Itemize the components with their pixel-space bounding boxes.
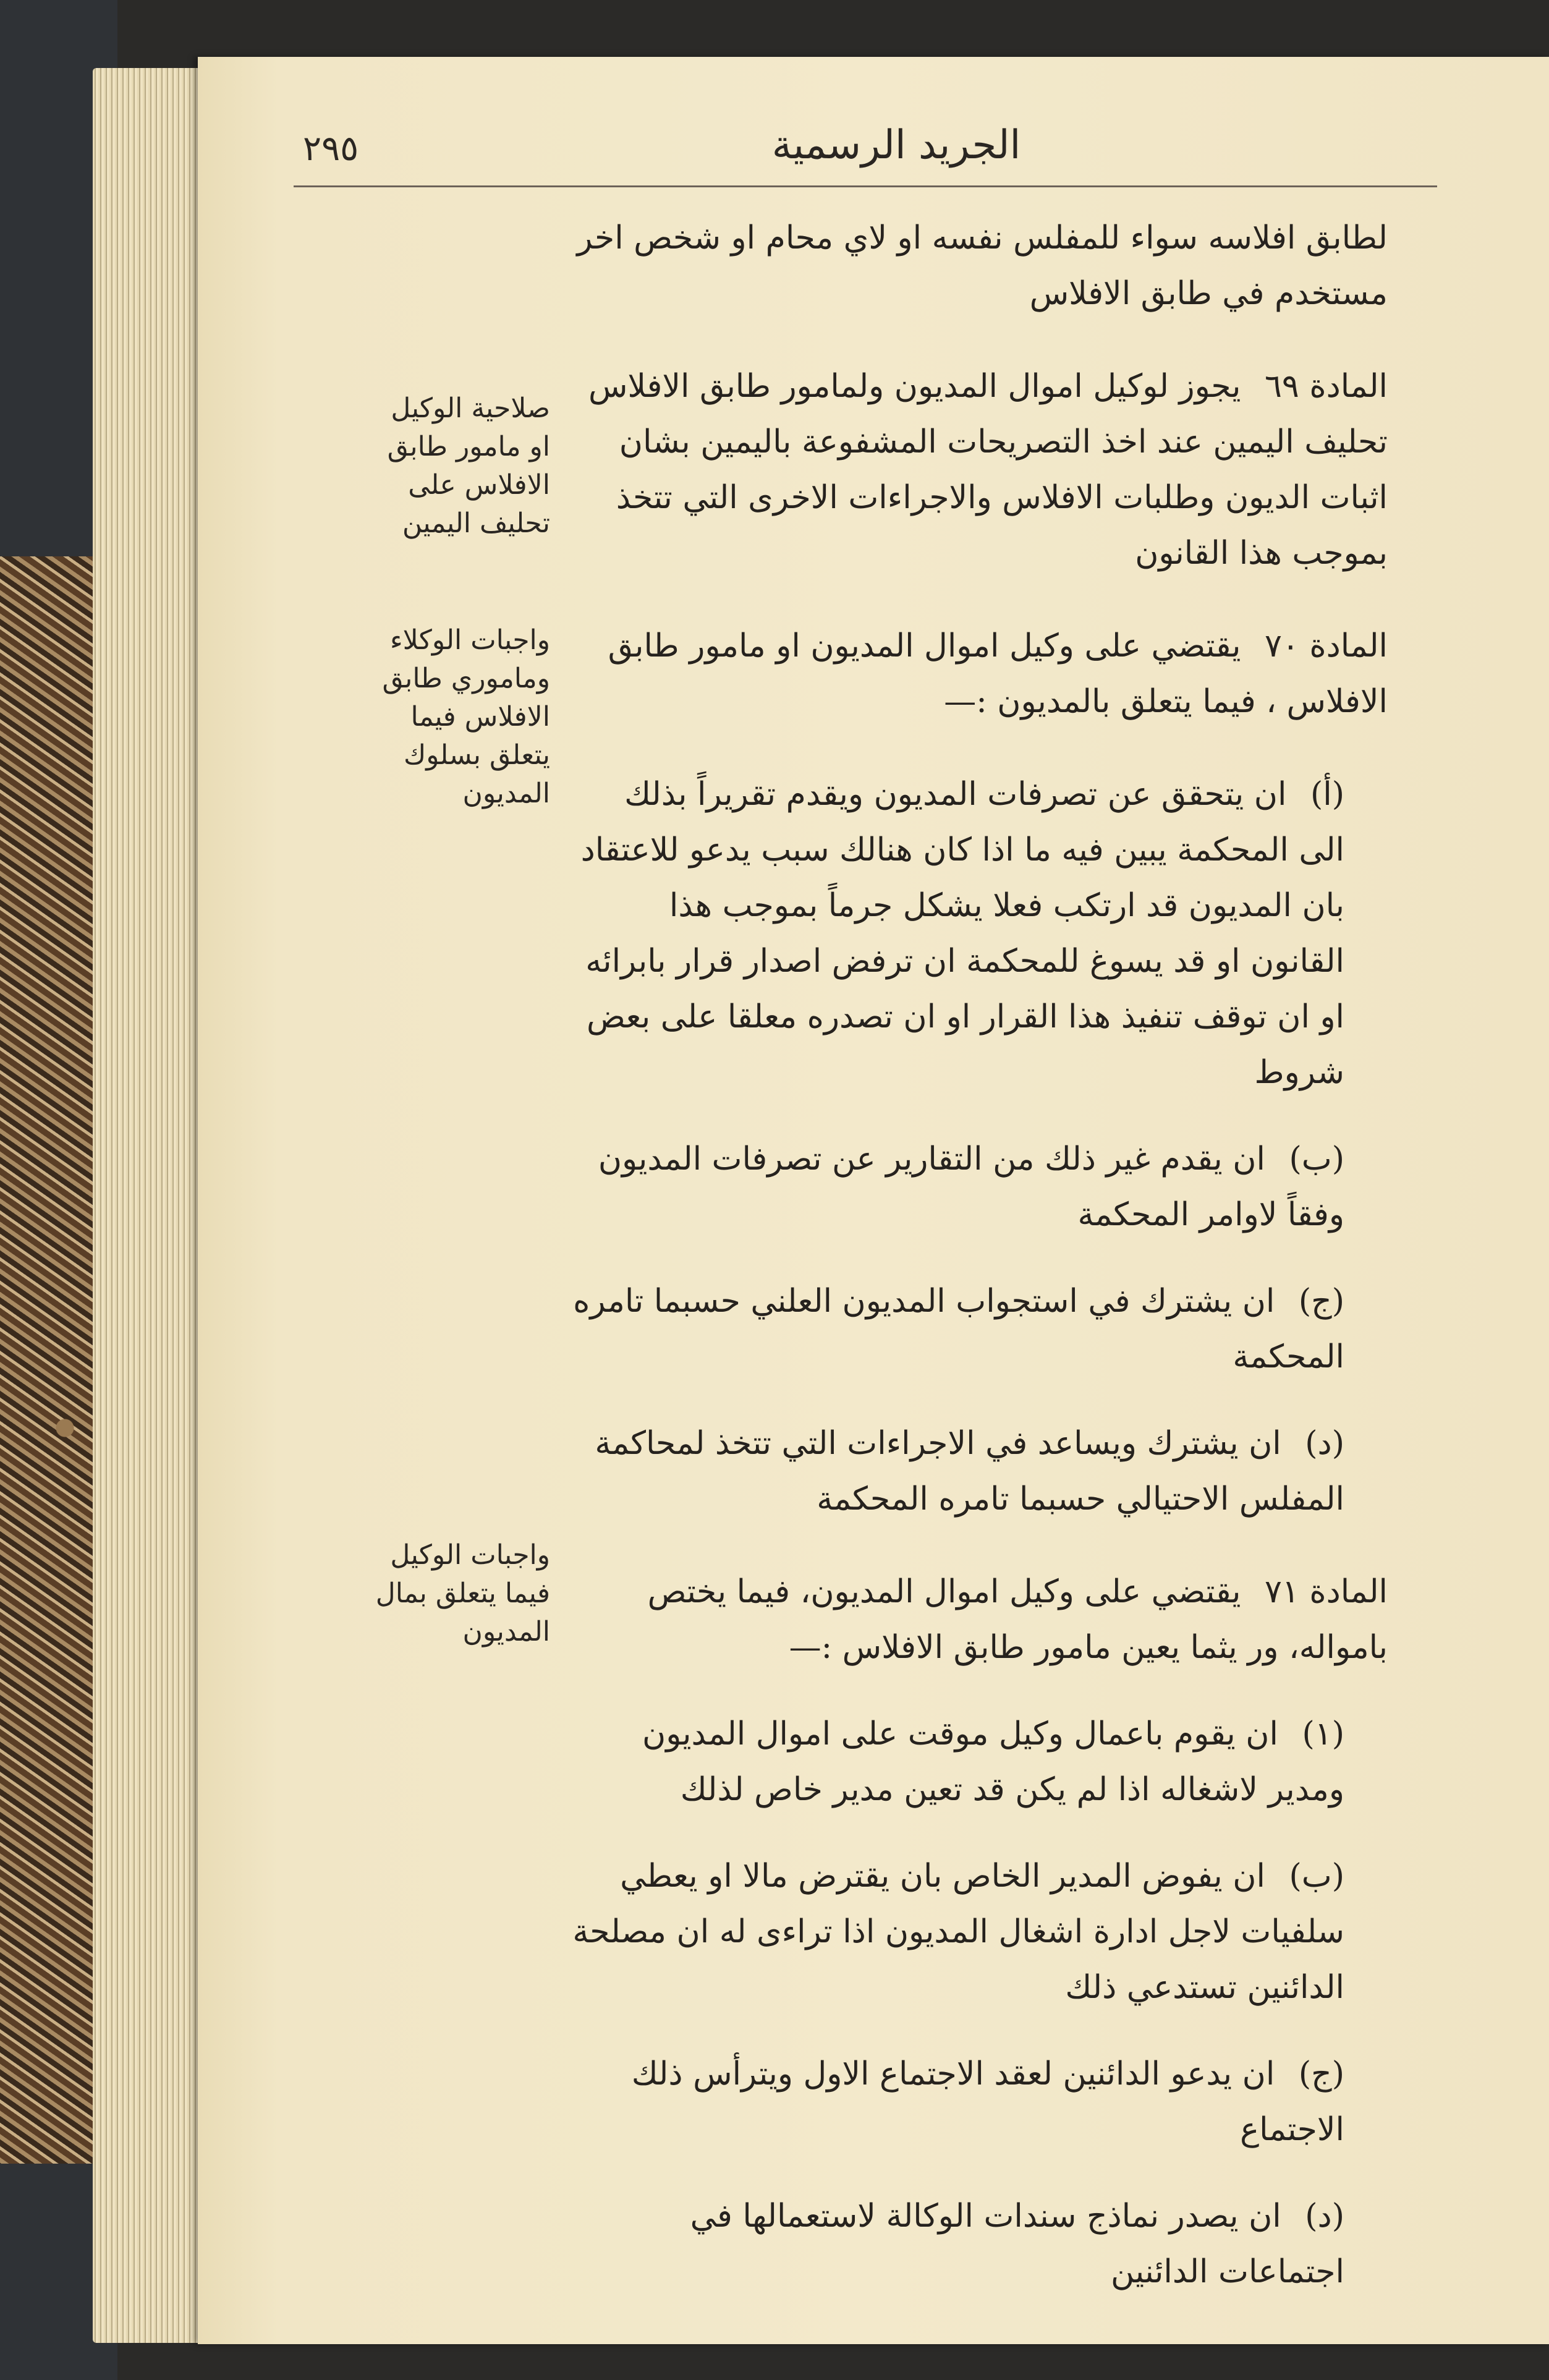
paragraph-text: ان يفوض المدير الخاص بان يقترض مالا او يعطي سلفيات لاجل ادارة اشغال المديون اذا تراءى له ان مصلحة الدائنين تستدعي ذلك — [572, 1858, 1344, 2006]
paragraph-continuation — [572, 210, 1388, 321]
clause-c — [572, 1273, 1388, 1385]
article-70 — [572, 618, 1388, 729]
paragraph-text: يجوز لوكيل اموال المديون ولمامور طابق الافلاس تحليف اليمين عند اخذ التصريحات المشفوعة باليمين بشان اثبات الديون وطلبات الافلاس والاجراءات الاخرى التي تتخذ بموجب هذا القانون — [588, 368, 1388, 572]
clause-label: (ب) — [1289, 1141, 1344, 1178]
clause-label: (أ) — [1310, 776, 1344, 813]
paragraph-text: ان يصدر نماذج سندات الوكالة لاستعمالها في اجتماعات الدائنين — [690, 2198, 1344, 2290]
clause-d-2 — [572, 2188, 1388, 2300]
article-71 — [572, 1564, 1388, 1675]
article-label: المادة ٦٩ — [1265, 368, 1388, 405]
article-label: المادة ٧١ — [1265, 1573, 1388, 1610]
side-note-oath-powers: صلاحية الوكيل او مامور طابق الافلاس على تحليف اليمين — [387, 393, 550, 539]
clause-label: (ج) — [1298, 2055, 1344, 2093]
side-note-debtor-property-duties: واجبات الوكيل فيما يتعلق بمال المديون — [375, 1539, 550, 1647]
paragraph-text: لطابق افلاسه سواء للمفلس نفسه او لاي محام او شخص اخر مستخدم في طابق الافلاس — [577, 219, 1388, 312]
paragraph-text: ان يشترك ويساعد في الاجراءات التي تتخذ لمحاكمة المفلس الاحتيالي حسبما تامره المحكمة — [595, 1425, 1344, 1518]
paragraph-text: ان يدعو الدائنين لعقد الاجتماع الاول ويترأس ذلك الاجتماع — [631, 2055, 1344, 2148]
clause-a — [572, 767, 1388, 1100]
clause-label: (د) — [1305, 2198, 1344, 2235]
running-title: الجريد الرسمية — [771, 122, 1021, 168]
clause-d — [572, 1416, 1388, 1527]
paragraph-text: يقتضي على وكيل اموال المديون، فيما يختص بامواله، ور يثما يعين مامور طابق الافلاس :— — [647, 1573, 1388, 1666]
article-69 — [572, 359, 1388, 581]
paragraph-text: ان يتحقق عن تصرفات المديون ويقدم تقريراً بذلك الى المحكمة يبين فيه ما اذا كان هنالك سبب يدعو للاعتقاد بان المديون قد ارتكب فعلا يشكل جرماً بموجب هذا القانون او قد يسوغ للمحكمة ان ترفض اصدار قرار بابرائه او ان توقف تنفيذ هذا القرار او ان تصدره معلقا على بعض شروط — [580, 776, 1344, 1091]
clause-label: (د) — [1305, 1425, 1344, 1462]
clause-label: (ج) — [1298, 1283, 1344, 1320]
paragraph-text: ان يقوم باعمال وكيل موقت على اموال المديون ومدير لاشغاله اذا لم يكن قد تعين مدير خاص لذلك — [642, 1715, 1344, 1808]
clause-1 — [572, 1706, 1388, 1817]
clause-label: (ب) — [1289, 1858, 1344, 1895]
side-note-debtor-conduct-duties: واجبات الوكلاء وماموري طابق الافلاس فيما يتعلق بسلوك المديون — [382, 624, 550, 809]
header-rule — [294, 185, 1437, 187]
clause-label: (١) — [1302, 1715, 1344, 1753]
paragraph-text: ان يقدم غير ذلك من التقارير عن تصرفات المديون وفقاً لاوامر المحكمة — [598, 1141, 1344, 1233]
page-number: ٢٩٥ — [303, 129, 359, 169]
page-header — [297, 122, 1434, 190]
clause-b-2 — [572, 1848, 1388, 2015]
body-text — [572, 210, 1388, 2300]
clause-b — [572, 1131, 1388, 1243]
clause-c-2 — [572, 2046, 1388, 2157]
article-label: المادة ٧٠ — [1265, 627, 1388, 665]
paragraph-text: يقتضي على وكيل اموال المديون او مامور طابق الافلاس ، فيما يتعلق بالمديون :— — [608, 627, 1388, 720]
page-edges — [93, 68, 204, 2343]
paragraph-text: ان يشترك في استجواب المديون العلني حسبما تامره المحكمة — [573, 1283, 1344, 1375]
